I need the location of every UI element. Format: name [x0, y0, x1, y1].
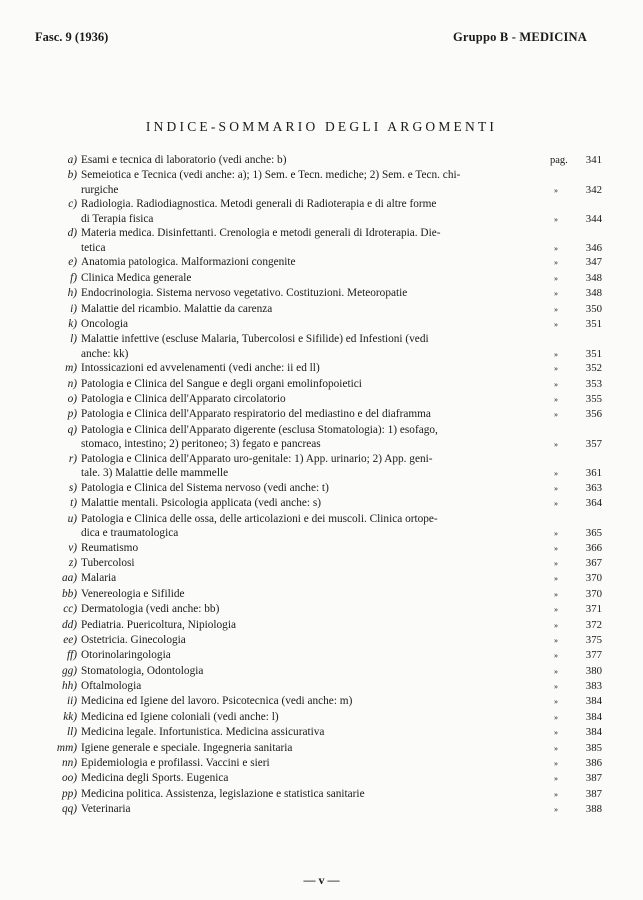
dot-leader [206, 669, 551, 679]
toc-entry-text: Igiene generale e speciale. Ingegneria sanitaria [81, 741, 293, 754]
dot-leader [194, 276, 551, 286]
page-number-value: 384 [585, 710, 602, 723]
toc-entry-letter: e) [68, 256, 77, 269]
toc-entry [27, 197, 602, 226]
toc-entry-letter: r) [68, 452, 77, 465]
toc-entry-page [554, 787, 602, 802]
toc-entry [27, 168, 602, 197]
page-title: INDICE-SOMMARIO DEGLI ARGOMENTI [145, 119, 498, 134]
toc-entry-text: Medicina politica. Assistenza, legislazione e statistica sanitarie [81, 787, 365, 800]
toc-entry-text: Oncologia [81, 317, 129, 330]
toc-entry [27, 710, 602, 725]
page-number-value: 386 [585, 757, 602, 770]
page-prefix: » [554, 185, 558, 195]
dot-leader [239, 623, 551, 633]
page-number-value: 341 [585, 153, 602, 166]
toc-entry-page [554, 407, 602, 422]
toc-entry [27, 541, 602, 556]
page-prefix: » [554, 774, 558, 784]
toc-entry-text: Anatomia patologica. Malformazioni congenite [81, 256, 296, 269]
page-prefix: » [554, 543, 558, 553]
page-number-value: 370 [585, 587, 602, 600]
toc-entry-text: Patologia e Clinica dell'Apparato digerente (esclusa Stomatologia): 1) esofago, [81, 423, 438, 436]
toc-entry-page [554, 496, 602, 511]
toc-entry [27, 556, 602, 571]
page-prefix: » [554, 243, 558, 253]
page-prefix: » [554, 395, 558, 405]
page-number-value: 342 [585, 183, 602, 196]
page-prefix: » [554, 289, 558, 299]
toc-entry [27, 618, 602, 633]
dot-leader [289, 158, 547, 168]
toc-entry-page [554, 467, 602, 481]
toc-entry [27, 332, 602, 361]
page-number-value: 371 [585, 603, 602, 616]
toc-entry-page [554, 348, 602, 362]
page-number-value: 380 [585, 664, 602, 677]
toc-entry [27, 725, 602, 740]
page-prefix: pag. [550, 154, 568, 166]
dot-leader [365, 382, 551, 392]
page-number-value: 370 [585, 572, 602, 585]
dot-leader [144, 684, 551, 694]
page-number-value: 351 [585, 317, 602, 330]
toc-entry-text: Patologia e Clinica dell'Apparato circolatorio [81, 393, 286, 406]
page-prefix: » [554, 697, 558, 707]
toc-entry-text: Patologia e Clinica dell'Apparato uro-genitale: 1) App. urinario; 2) App. geni- [81, 452, 433, 465]
toc-entry [27, 648, 602, 663]
dot-leader [131, 322, 551, 332]
page-prefix: » [554, 483, 558, 493]
toc-entry-letter: i) [70, 302, 77, 315]
page-number-value: 384 [585, 726, 602, 739]
toc-entry-letter: a) [67, 153, 77, 166]
page-number-value: 347 [585, 256, 602, 269]
page-number-value: 355 [585, 393, 602, 406]
page-number-value: 375 [585, 633, 602, 646]
toc-entry-page [554, 377, 602, 392]
dot-leader [275, 307, 551, 317]
toc-entry-letter: dd) [61, 618, 77, 631]
page-prefix: » [554, 273, 558, 283]
toc-entry-text: Veterinaria [81, 803, 131, 816]
dot-leader [299, 261, 551, 271]
page-prefix: » [554, 620, 558, 630]
page-prefix: » [554, 558, 558, 568]
dot-leader [324, 442, 551, 452]
toc-entry-letter: b) [67, 169, 77, 182]
toc-entry-page [554, 184, 602, 198]
toc-entry [27, 587, 602, 602]
toc-entry [27, 226, 602, 255]
dot-leader [131, 351, 551, 361]
toc-entry-letter: c) [68, 198, 77, 211]
dot-leader [108, 245, 551, 255]
toc-entry [27, 694, 602, 709]
dot-leader [368, 792, 551, 802]
toc-entry [27, 496, 602, 511]
toc-entry-letter: mm) [56, 741, 77, 754]
toc-entry-letter: kk) [63, 710, 77, 723]
toc-entry [27, 787, 602, 802]
toc-entry [27, 571, 602, 586]
toc-entry-text: Malattie mentali. Psicologia applicata (vedi anche: s) [81, 497, 321, 510]
toc-entry-text: Semeiotica e Tecnica (vedi anche: a); 1) Sem. e Tecn. mediche; 2) Sem. e Tecn. chi- [81, 169, 461, 182]
page-number-value: 387 [585, 787, 602, 800]
page-prefix: » [554, 589, 558, 599]
page-prefix: » [554, 364, 558, 374]
page-number-value: 366 [585, 541, 602, 554]
toc-entry-text: Ostetricia. Ginecologia [81, 633, 186, 646]
toc-entry-page [554, 571, 602, 586]
page-prefix: » [554, 635, 558, 645]
toc-entry-text: Oftalmologia [81, 680, 142, 693]
toc-entry [27, 633, 602, 648]
toc-entry-page [554, 741, 602, 756]
dot-leader [181, 531, 551, 541]
dot-leader [189, 638, 551, 648]
toc-entry-letter: ee) [63, 633, 77, 646]
toc-entry-letter: bb) [61, 587, 77, 600]
toc-entry-page [554, 556, 602, 571]
page-number-value: 377 [585, 649, 602, 662]
toc-entry-text: Malattie infettive (escluse Malaria, Tubercolosi e Sifilide) ed Infestioni (vedi [81, 333, 429, 346]
toc-entry-page [554, 242, 602, 256]
dot-leader [434, 413, 551, 423]
toc-entry-text: Medicina legale. Infortunistica. Medicina assicurativa [81, 726, 325, 739]
toc-entry-text: rurgiche [81, 183, 119, 196]
toc-entry-text: Otorinolaringologia [81, 649, 171, 662]
page-prefix: » [554, 214, 558, 224]
toc-entry-letter: ff) [66, 649, 77, 662]
toc-entry-text: Clinica Medica generale [81, 271, 192, 284]
page-prefix: » [554, 805, 558, 815]
header-section: Gruppo B - MEDICINA [452, 30, 587, 44]
toc-entry-letter: p) [67, 408, 77, 421]
toc-entry [27, 771, 602, 786]
toc-entry-letter: v) [68, 541, 77, 554]
toc-entry [27, 452, 602, 481]
toc-entry-letter: nn) [61, 757, 77, 770]
page-prefix: » [554, 728, 558, 738]
dot-leader [323, 367, 551, 377]
toc-entry-letter: gg) [61, 664, 77, 677]
toc-entry-text: tetica [81, 241, 106, 254]
toc-entry-letter: aa) [61, 572, 77, 585]
dot-leader [222, 608, 551, 618]
dot-leader [282, 715, 551, 725]
toc-entry-letter: k) [68, 317, 77, 330]
toc-entry-text: Medicina degli Sports. Eugenica [81, 772, 229, 785]
toc-entry-letter: z) [68, 556, 77, 569]
dot-leader [289, 397, 551, 407]
toc-entry-page [554, 633, 602, 648]
toc-entry [27, 377, 602, 392]
page-number-value: 364 [585, 497, 602, 510]
page-number-value: 351 [585, 347, 602, 360]
page-number-value: 353 [585, 377, 602, 390]
page-prefix: » [554, 789, 558, 799]
toc-entry [27, 664, 602, 679]
toc-entry-text: Patologia e Clinica delle ossa, delle articolazioni e dei muscoli. Clinica ortope- [81, 512, 438, 525]
toc-entry-page [554, 664, 602, 679]
page-prefix: » [554, 440, 558, 450]
page-number-value: 361 [585, 467, 602, 480]
toc-entry-page [554, 618, 602, 633]
page-prefix: » [554, 666, 558, 676]
toc-entry-text: Medicina ed Igiene del lavoro. Psicotecnica (vedi anche: m) [81, 695, 353, 708]
dot-leader [138, 561, 551, 571]
toc-entry-page [554, 317, 602, 332]
toc-entry [27, 255, 602, 270]
toc-entry-text: Stomatologia, Odontologia [81, 664, 204, 677]
dot-leader [324, 502, 551, 512]
toc-entry-page [554, 286, 602, 301]
toc-entry-letter: qq) [61, 803, 77, 816]
page-number-value: 357 [585, 438, 602, 451]
toc-entry [27, 602, 602, 617]
toc-entry-text: Radiologia. Radiodiagnostica. Metodi generali di Radioterapia e di altre forme [81, 198, 437, 211]
toc-entry-page [554, 213, 602, 227]
toc-entry [27, 286, 602, 301]
page-prefix: » [554, 469, 558, 479]
page-prefix: » [554, 651, 558, 661]
dot-leader [174, 654, 551, 664]
toc-entry [27, 302, 602, 317]
page-prefix: » [554, 379, 558, 389]
toc-entry [27, 392, 602, 407]
toc-entry-letter: n) [67, 377, 77, 390]
toc-entry-letter: q) [67, 423, 77, 436]
dot-leader [231, 471, 551, 481]
table-of-contents [27, 153, 602, 818]
toc-entry-text: Patologia e Clinica del Sistema nervoso (vedi anche: t) [81, 481, 329, 494]
toc-entry-letter: s) [68, 481, 77, 494]
toc-entry-text: Venereologia e Sifilide [81, 587, 185, 600]
toc-entry [27, 271, 602, 286]
page-prefix: » [554, 304, 558, 314]
toc-entry-page [554, 527, 602, 541]
page-number-value: 372 [585, 618, 602, 631]
toc-entry-page [554, 361, 602, 376]
toc-entry-letter: t) [70, 497, 77, 510]
page-prefix: » [554, 605, 558, 615]
toc-entry [27, 802, 602, 817]
toc-entry-page [554, 481, 602, 496]
page-prefix: » [554, 319, 558, 329]
toc-entry-text: Medicina ed Igiene coloniali (vedi anche: l) [81, 710, 279, 723]
toc-entry-page [554, 694, 602, 709]
toc-entry-page [554, 602, 602, 617]
dot-leader [141, 546, 551, 556]
toc-entry [27, 756, 602, 771]
page-number-value: 387 [585, 772, 602, 785]
toc-entry-page [554, 771, 602, 786]
page-number-value: 367 [585, 556, 602, 569]
dot-leader [332, 486, 551, 496]
page-number-value: 346 [585, 241, 602, 254]
toc-entry [27, 481, 602, 496]
toc-entry-page [550, 153, 602, 168]
page-number-value: 348 [585, 287, 602, 300]
page-number: — v — [303, 873, 340, 887]
toc-entry-text: Patologia e Clinica dell'Apparato respiratorio del mediastino e del diaframma [81, 408, 431, 421]
toc-entry-text: dica e traumatologica [81, 526, 179, 539]
toc-entry-letter: u) [67, 512, 77, 525]
toc-entry-text: Materia medica. Disinfettanti. Crenologia e metodi generali di Idroterapia. Die- [81, 227, 441, 240]
toc-entry-text: Malattie del ricambio. Malattie da carenza [81, 302, 273, 315]
toc-entry-page [554, 710, 602, 725]
toc-entry [27, 407, 602, 422]
toc-entry-text: Epidemiologia e profilassi. Vaccini e sieri [81, 757, 270, 770]
page-prefix: » [554, 712, 558, 722]
toc-entry-letter: o) [67, 393, 77, 406]
dot-leader [156, 216, 551, 226]
page-prefix: » [554, 499, 558, 509]
page-number-value: 356 [585, 408, 602, 421]
dot-leader [410, 292, 551, 302]
toc-entry-page [554, 725, 602, 740]
dot-leader [119, 577, 551, 587]
toc-entry [27, 741, 602, 756]
page-prefix: » [554, 258, 558, 268]
page-number-value: 385 [585, 741, 602, 754]
toc-entry [27, 153, 602, 168]
toc-entry-letter: ll) [66, 726, 77, 739]
toc-entry-text: stomaco, intestino; 2) peritoneo; 3) fegato e pancreas [81, 438, 321, 451]
toc-entry-page [554, 802, 602, 817]
toc-entry-text: Dermatologia (vedi anche: bb) [81, 603, 220, 616]
toc-entry [27, 512, 602, 541]
toc-entry-page [554, 679, 602, 694]
toc-entry-text: Malaria [81, 572, 117, 585]
toc-entry [27, 317, 602, 332]
page-number-value: 363 [585, 481, 602, 494]
dot-leader [355, 700, 551, 710]
toc-entry-letter: h) [67, 287, 77, 300]
toc-entry [27, 361, 602, 376]
dot-leader [273, 761, 551, 771]
page-number-value: 352 [585, 362, 602, 375]
toc-entry-text: di Terapia fisica [81, 212, 154, 225]
toc-entry-text: Endocrinologia. Sistema nervoso vegetativo. Costituzioni. Meteoropatie [81, 287, 408, 300]
page-number-value: 383 [585, 680, 602, 693]
toc-entry-text: Patologia e Clinica del Sangue e degli organi emolinfopoietici [81, 377, 362, 390]
page-number-value: 350 [585, 302, 602, 315]
page-prefix: » [554, 410, 558, 420]
toc-entry-text: anche: kk) [81, 347, 129, 360]
toc-entry-page [554, 648, 602, 663]
toc-entry-letter: ii) [66, 695, 77, 708]
dot-leader [327, 731, 551, 741]
toc-entry-letter: pp) [61, 787, 77, 800]
page-prefix: » [554, 349, 558, 359]
toc-entry-letter: l) [70, 333, 77, 346]
toc-entry-text: tale. 3) Malattie delle mammelle [81, 467, 229, 480]
toc-entry-page [554, 756, 602, 771]
page-prefix: » [554, 682, 558, 692]
toc-entry-page [554, 587, 602, 602]
header-issue: Fasc. 9 (1936) [35, 30, 109, 44]
toc-entry-letter: cc) [63, 603, 77, 616]
toc-entry-letter: oo) [61, 772, 77, 785]
toc-entry-text: Intossicazioni ed avvelenamenti (vedi anche: ii ed ll) [81, 362, 320, 375]
toc-entry-page [554, 302, 602, 317]
toc-entry-page [554, 255, 602, 270]
page-prefix: » [554, 528, 558, 538]
page-prefix: » [554, 759, 558, 769]
dot-leader [188, 592, 551, 602]
toc-entry-text: Reumatismo [81, 541, 139, 554]
dot-leader [121, 187, 551, 197]
page-number-value: 344 [585, 212, 602, 225]
toc-entry-page [554, 392, 602, 407]
page-number-value: 348 [585, 271, 602, 284]
dot-leader [295, 746, 551, 756]
toc-entry-letter: f) [70, 271, 77, 284]
page-number-value: 384 [585, 695, 602, 708]
toc-entry [27, 679, 602, 694]
toc-entry-text: Esami e tecnica di laboratorio (vedi anche: b) [81, 153, 287, 166]
toc-entry-letter: hh) [61, 680, 77, 693]
toc-entry-page [554, 438, 602, 452]
toc-entry-letter: m) [65, 362, 77, 375]
page-prefix: » [554, 574, 558, 584]
page-number-value: 365 [585, 526, 602, 539]
toc-entry [27, 423, 602, 452]
dot-leader [134, 808, 551, 818]
toc-entry-text: Pediatria. Puericoltura, Nipiologia [81, 618, 236, 631]
toc-entry-text: Tubercolosi [81, 556, 135, 569]
toc-entry-letter: d) [67, 227, 77, 240]
page-prefix: » [554, 743, 558, 753]
toc-entry-page [554, 541, 602, 556]
dot-leader [231, 777, 551, 787]
page-number-value: 388 [585, 803, 602, 816]
toc-entry-page [554, 271, 602, 286]
